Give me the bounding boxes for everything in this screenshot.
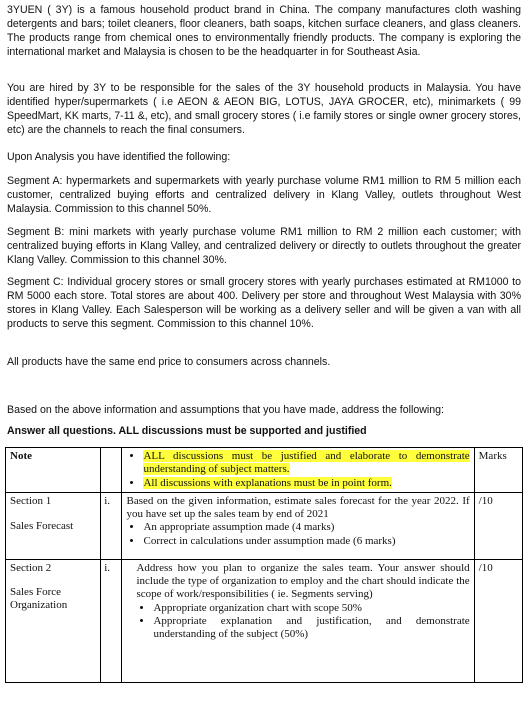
questions-table bbox=[5, 447, 523, 683]
note-blank-cell bbox=[101, 448, 122, 493]
section-1-label-cell bbox=[6, 492, 101, 559]
segment-a-paragraph: Segment A: hypermarkets and supermarkets with yearly purchase volume RM1 million to RM 5 million each customer, centralized buying efforts and centralized delivery in Klang Valley, outlets throughout West Malaysia. Commission to this channel 50%. bbox=[7, 175, 521, 216]
section-2-content-cell bbox=[122, 559, 474, 682]
section-2-marks: /10 bbox=[478, 561, 493, 574]
section-2-number: i. bbox=[104, 561, 111, 574]
marks-header-cell bbox=[474, 448, 522, 493]
criteria-item: • Appropriate organization chart with scope 50% bbox=[153, 602, 469, 615]
note-content-cell bbox=[122, 448, 474, 493]
note-bullets bbox=[126, 450, 469, 490]
section-1-number-cell bbox=[101, 492, 122, 559]
note-label: Note bbox=[10, 450, 32, 462]
section-2-marks-cell bbox=[474, 559, 522, 682]
highlighted-text: ALL discussions must be justified and elaborate to demonstrate understanding of subject matters. bbox=[143, 450, 470, 476]
note-label-cell bbox=[6, 448, 101, 493]
intro-paragraph-role: You are hired by 3Y to be responsible for the sales of the 3Y household products in Malaysia. You have identified hyper/supermarkets ( i.e AEON & AEON BIG, LOTUS, JAYA GROCER, etc), minimarkets ( 99 SpeedMart, KK marts, 7-11 &, etc), and small grocery stores ( i.e family stores or single owner grocery stores, etc) are the channels to reach the final consumers. bbox=[7, 82, 521, 137]
segment-c-paragraph: Segment C: Individual grocery stores or small grocery stores with yearly purchases estimated at RM1000 to RM 5000 each store. Total stores are about 400. Delivery per store and throughout West Malaysia with 30% stores in Klang Valley. Each Salesperson will be working as a delivery seller and will be given a van with all products to serve this segment. Commission to this channel 10%. bbox=[7, 276, 521, 331]
section-1-criteria bbox=[126, 521, 469, 548]
section-2-label-cell bbox=[6, 559, 101, 682]
end-price-paragraph: All products have the same end price to consumers across channels. bbox=[7, 356, 331, 368]
note-bullet-2 bbox=[143, 477, 469, 490]
section-1-row bbox=[6, 492, 523, 559]
section-2-label: Section 2 bbox=[10, 561, 52, 574]
section-1-number: i. bbox=[104, 494, 111, 507]
criteria-item: • An appropriate assumption made (4 marks) bbox=[143, 521, 469, 534]
section-1-sublabel: Sales Forecast bbox=[10, 520, 74, 533]
section-2-row bbox=[6, 559, 523, 682]
note-row bbox=[6, 448, 523, 493]
section-2-question: Address how you plan to organize the sales team. Your answer should include the type of organization to employ and the chart should indicate the scope of work/responsibilities ( ie. Segments serving) bbox=[136, 561, 470, 601]
section-1-question: Based on the given information, estimate sales forecast for the year 2022. If you have set up the sales team by end of 2021 bbox=[126, 494, 470, 521]
marks-header: Marks bbox=[478, 450, 507, 462]
section-2-sublabel: Sales Force Organization bbox=[10, 586, 68, 612]
intro-paragraph-company: 3YUEN ( 3Y) is a famous household product brand in China. The company manufactures cloth washing detergents and bars; toilet cleaners, floor cleaners, bath soaps, kitchen surface cleaners, and glass cleaners. The products range from chemical ones to environmentally friendly products. The company is exploring the international market and Malaysia is chosen to be the headquarter in for Southeast Asia. bbox=[7, 4, 521, 59]
section-2-number-cell bbox=[101, 559, 122, 682]
section-1-label: Section 1 bbox=[10, 494, 52, 507]
intro-paragraph-analysis: Upon Analysis you have identified the following: bbox=[7, 151, 231, 163]
highlighted-text: All discussions with explanations must be in point form. bbox=[143, 476, 392, 489]
criteria-item: • Appropriate explanation and justification, and demonstrate understanding of the subject (50%) bbox=[153, 615, 469, 642]
segment-b-paragraph: Segment B: mini markets with yearly purchase volume RM1 million to RM 2 million each customer; with centralized buying efforts in Klang Valley, and centralized delivery or directly to outlets throughout the greater Klang Valley. Commission to this channel 30%. bbox=[7, 226, 521, 267]
criteria-item: • Correct in calculations under assumption made (6 marks) bbox=[143, 535, 469, 548]
section-1-content-cell bbox=[122, 492, 474, 559]
note-bullet-1 bbox=[143, 450, 469, 477]
section-2-criteria bbox=[136, 602, 469, 642]
section-1-marks: /10 bbox=[478, 494, 493, 507]
section-1-marks-cell bbox=[474, 492, 522, 559]
instruction-line: Based on the above information and assumptions that you have made, address the following: bbox=[7, 404, 444, 416]
instruction-bold-line: Answer all questions. ALL discussions must be supported and justified bbox=[7, 425, 367, 437]
